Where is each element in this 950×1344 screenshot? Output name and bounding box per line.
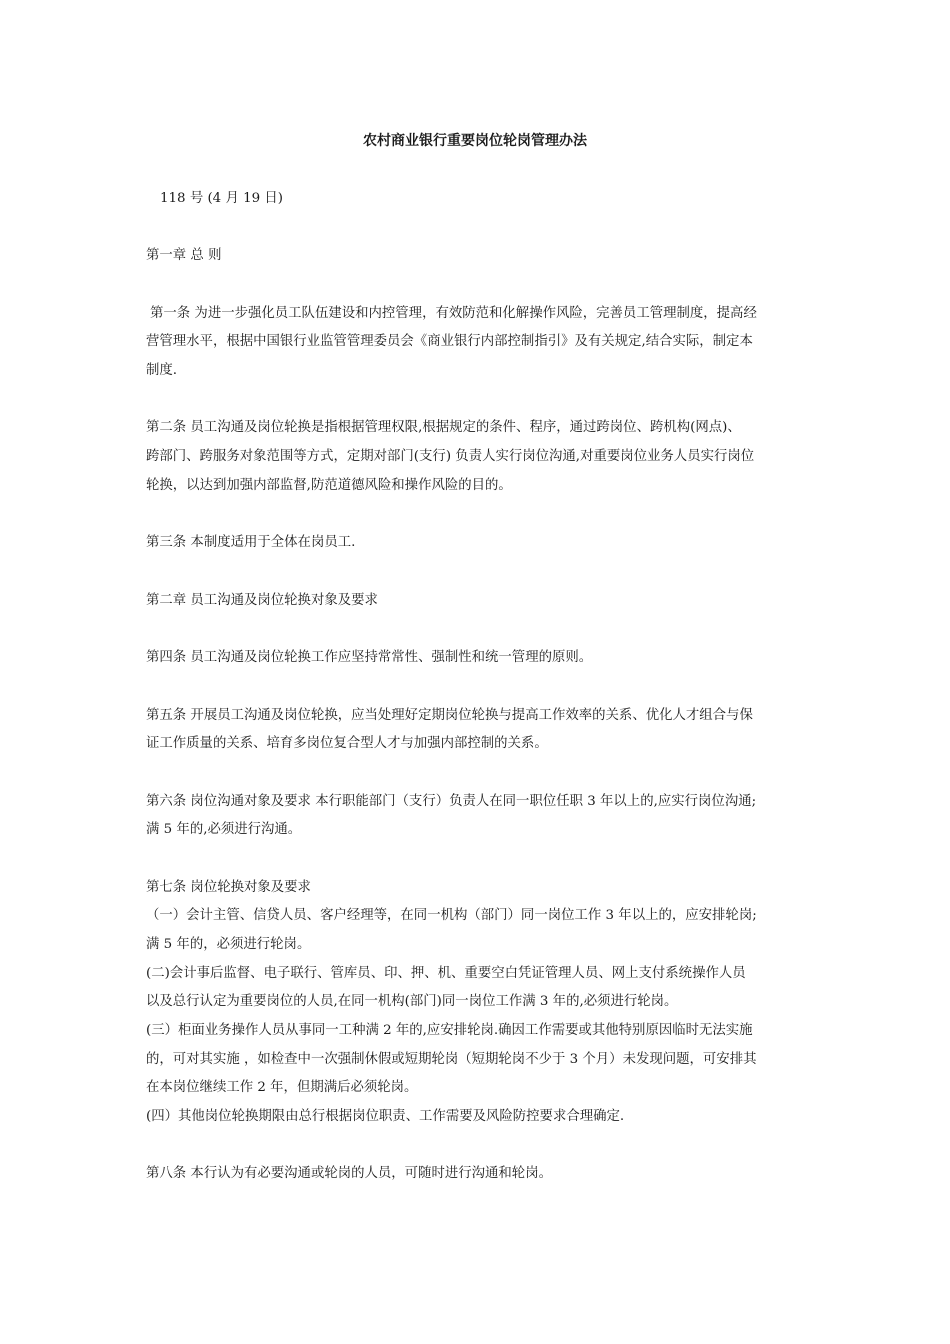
article-line: 满 5 年的，必须进行轮岗。 [146, 937, 311, 952]
article-line: 营管理水平，根据中国银行业监管管理委员会《商业银行内部控制指引》及有关规定,结合实际，制定本 [146, 334, 753, 349]
article-line: (二)会计事后监督、电子联行、管库员、印、押、机、重要空白凭证管理人员、网上支付系统操作人员 [146, 966, 746, 981]
article-3: 第三条 本制度适用于全体在岗员工. [146, 535, 356, 550]
document-number: 118 号 (4 月 19 日) [160, 191, 284, 206]
article-line: 满 5 年的,必须进行沟通。 [146, 822, 302, 837]
article-line: 第二条 员工沟通及岗位轮换是指根据管理权限,根据规定的条件、程序，通过跨岗位、跨机构(网点)、 [146, 420, 741, 435]
article-4: 第四条 员工沟通及岗位轮换工作应坚持常常性、强制性和统一管理的原则。 [146, 650, 593, 665]
article-8: 第八条 本行认为有必要沟通或轮岗的人员，可随时进行沟通和轮岗。 [146, 1166, 552, 1181]
document-title: 农村商业银行重要岗位轮岗管理办法 [363, 133, 587, 149]
article-line: 第六条 岗位沟通对象及要求 本行职能部门（支行）负责人在同一职位任职 3 年以上的,应实行岗位沟通; [146, 794, 757, 809]
article-line: 第五条 开展员工沟通及岗位轮换，应当处理好定期岗位轮换与提高工作效率的关系、优化人才组合与保 [146, 708, 753, 723]
article-line: 第七条 岗位轮换对象及要求 [146, 880, 311, 895]
article-line: 以及总行认定为重要岗位的人员,在同一机构(部门)同一岗位工作满 3 年的,必须进行轮岗。 [146, 994, 678, 1009]
article-line: 第一条 为进一步强化员工队伍建设和内控管理，有效防范和化解操作风险，完善员工管理制度，提高经 [150, 306, 757, 321]
article-line: 在本岗位继续工作 2 年，但期满后必须轮岗。 [146, 1080, 418, 1095]
article-line: 跨部门、跨服务对象范围等方式，定期对部门(支行) 负责人实行岗位沟通,对重要岗位业务人员实行岗位 [146, 449, 755, 464]
article-line: 轮换，以达到加强内部监督,防范道德风险和操作风险的目的。 [146, 478, 512, 493]
article-line: 制度. [146, 363, 178, 378]
chapter-1-heading: 第一章 总 则 [146, 248, 222, 263]
article-line: （一）会计主管、信贷人员、客户经理等，在同一机构（部门）同一岗位工作 3 年以上的，应安排轮岗; [146, 908, 757, 923]
article-line: 的，可对其实施 ，如检查中一次强制休假或短期轮岗（短期轮岗不少于 3 个月）未发现问题，可安排其 [146, 1052, 757, 1067]
article-line: 证工作质量的关系、培育多岗位复合型人才与加强内部控制的关系。 [146, 736, 548, 751]
chapter-2-heading: 第二章 员工沟通及岗位轮换对象及要求 [146, 593, 378, 608]
article-line: (三）柜面业务操作人员从事同一工种满 2 年的,应安排轮岗.确因工作需要或其他特别原因临时无法实施 [146, 1023, 753, 1038]
article-line: (四）其他岗位轮换期限由总行根据岗位职责、工作需要及风险防控要求合理确定. [146, 1109, 625, 1124]
